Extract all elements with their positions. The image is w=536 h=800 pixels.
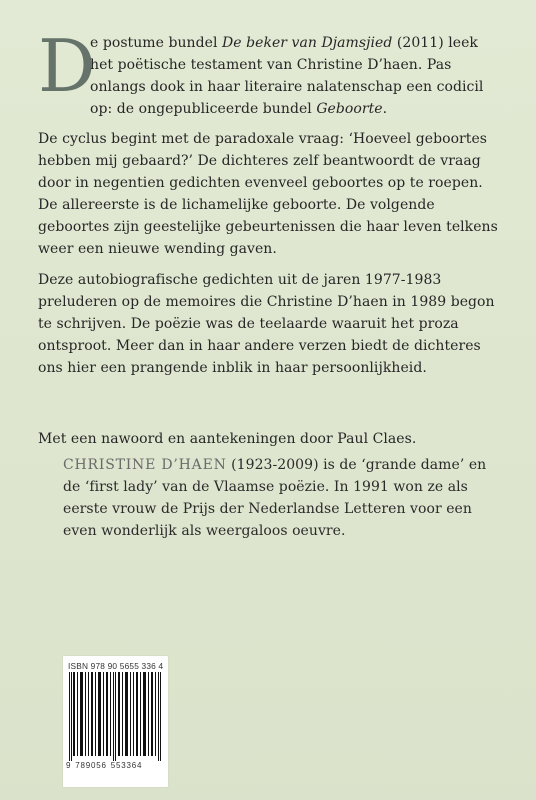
book-title-geboorte: Geboorte xyxy=(316,101,383,117)
barcode-digits xyxy=(66,761,166,770)
isbn-barcode xyxy=(63,656,168,787)
barcode-group-2: 553364 xyxy=(110,761,143,770)
intro-text xyxy=(38,24,498,120)
author-bio-text xyxy=(63,454,503,542)
isbn-label: ISBN 978 90 5655 336 4 xyxy=(68,661,164,671)
barcode-bars xyxy=(67,672,165,761)
barcode-lead-digit: 9 xyxy=(66,761,72,770)
nawoord-paragraph xyxy=(38,428,498,450)
autobiographical-text: Deze autobiografische gedichten uit de jaren 1977-1983 preluderen op de memoires die Christine D’haen in 1989 begon te schrijven. De poëzie was de teelaarde waaruit het proza ontsproot. Meer dan in haar andere verzen biedt de dichteres ons hier een prangende inblik in haar persoonlijkheid. xyxy=(38,272,495,376)
author-bio-body: (1923-2009) is de ‘grande dame’ en de ‘first lady’ van de Vlaamse poëzie. In 1991 won ze als eerste vrouw de Prijs der Nederlandse Letteren voor een even wonderlijk als weergaloos oeuvre. xyxy=(63,457,487,539)
cycle-paragraph xyxy=(38,128,498,260)
drop-cap-letter: D xyxy=(38,24,96,108)
book-title-de-beker: De beker van Djamsjied xyxy=(221,35,393,51)
intro-text-part-3: . xyxy=(382,101,388,117)
intro-paragraph xyxy=(38,24,498,120)
barcode-group-1: 789056 xyxy=(75,761,107,770)
intro-text-part-1: e postume bundel xyxy=(90,35,222,51)
author-name: CHRISTINE D’HAEN xyxy=(63,457,227,473)
autobiographical-paragraph xyxy=(38,269,498,379)
cycle-text: De cyclus begint met de paradoxale vraag: ‘Hoeveel geboortes hebben mij gebaard?’ De dichteres zelf beantwoordt de vraag door in negentien gedichten evenveel geboortes op te roepen. De allereerste is de lichamelijke geboorte. De volgende geboortes zijn geestelijke gebeurtenissen die haar leven telkens weer een nieuwe wending gaven. xyxy=(38,131,498,257)
nawoord-text: Met een nawoord en aantekeningen door Paul Claes. xyxy=(38,431,417,447)
intro-text-part-2: (2011) leek het poëtische testament van Christine D’haen. Pas onlangs dook in haar literaire nalatenschap een codicil op: de ongepubliceerde bundel xyxy=(90,35,484,117)
author-bio xyxy=(63,454,503,542)
